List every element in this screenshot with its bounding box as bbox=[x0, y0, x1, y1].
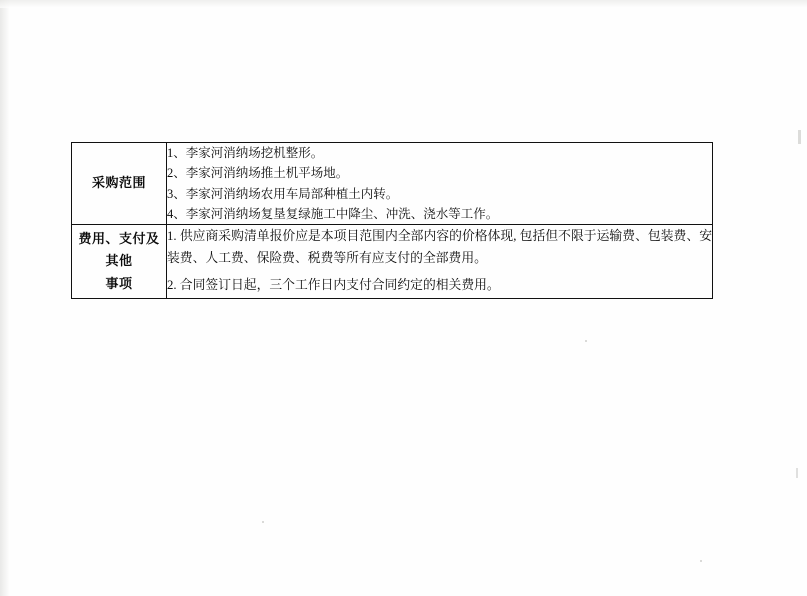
terms-paragraph: 1. 供应商采购清单报价应是本项目范围内全部内容的价格体现, 包括但不限于运输费、包装费、安装费、人工费、保险费、税费等所有应支付的全部费用。 bbox=[167, 229, 712, 265]
scan-artifact-right-lower bbox=[796, 468, 798, 478]
row-content-scope bbox=[167, 143, 713, 225]
procurement-table bbox=[71, 142, 713, 299]
scope-item: 4、李家河消纳场复垦复绿施工中降尘、冲洗、浇水等工作。 bbox=[167, 206, 499, 221]
scan-artifact-right bbox=[798, 130, 801, 144]
scan-edge-top bbox=[0, 0, 807, 8]
row-label-fees-line1: 费用、支付及其他 bbox=[78, 231, 160, 269]
scan-speck bbox=[585, 340, 587, 342]
scope-item: 2、李家河消纳场推土机平场地。 bbox=[167, 166, 349, 181]
scope-item: 3、李家河消纳场农用车局部种植土内转。 bbox=[167, 186, 399, 201]
scan-edge-left bbox=[0, 0, 10, 596]
row-label-scope bbox=[72, 143, 167, 225]
row-label-fees bbox=[72, 225, 167, 299]
scan-speck bbox=[700, 560, 702, 562]
row-label-scope-text: 采购范围 bbox=[91, 175, 146, 191]
table-row-scope bbox=[72, 143, 713, 225]
terms-paragraph: 2. 合同签订日起，三个工作日内支付合同约定的相关费用。 bbox=[167, 278, 500, 292]
row-label-fees-line2: 事项 bbox=[105, 275, 133, 291]
table-row-fees bbox=[72, 225, 713, 299]
scan-speck bbox=[262, 521, 264, 523]
scope-item: 1、李家河消纳场挖机整形。 bbox=[167, 146, 324, 160]
row-content-fees bbox=[167, 225, 713, 299]
